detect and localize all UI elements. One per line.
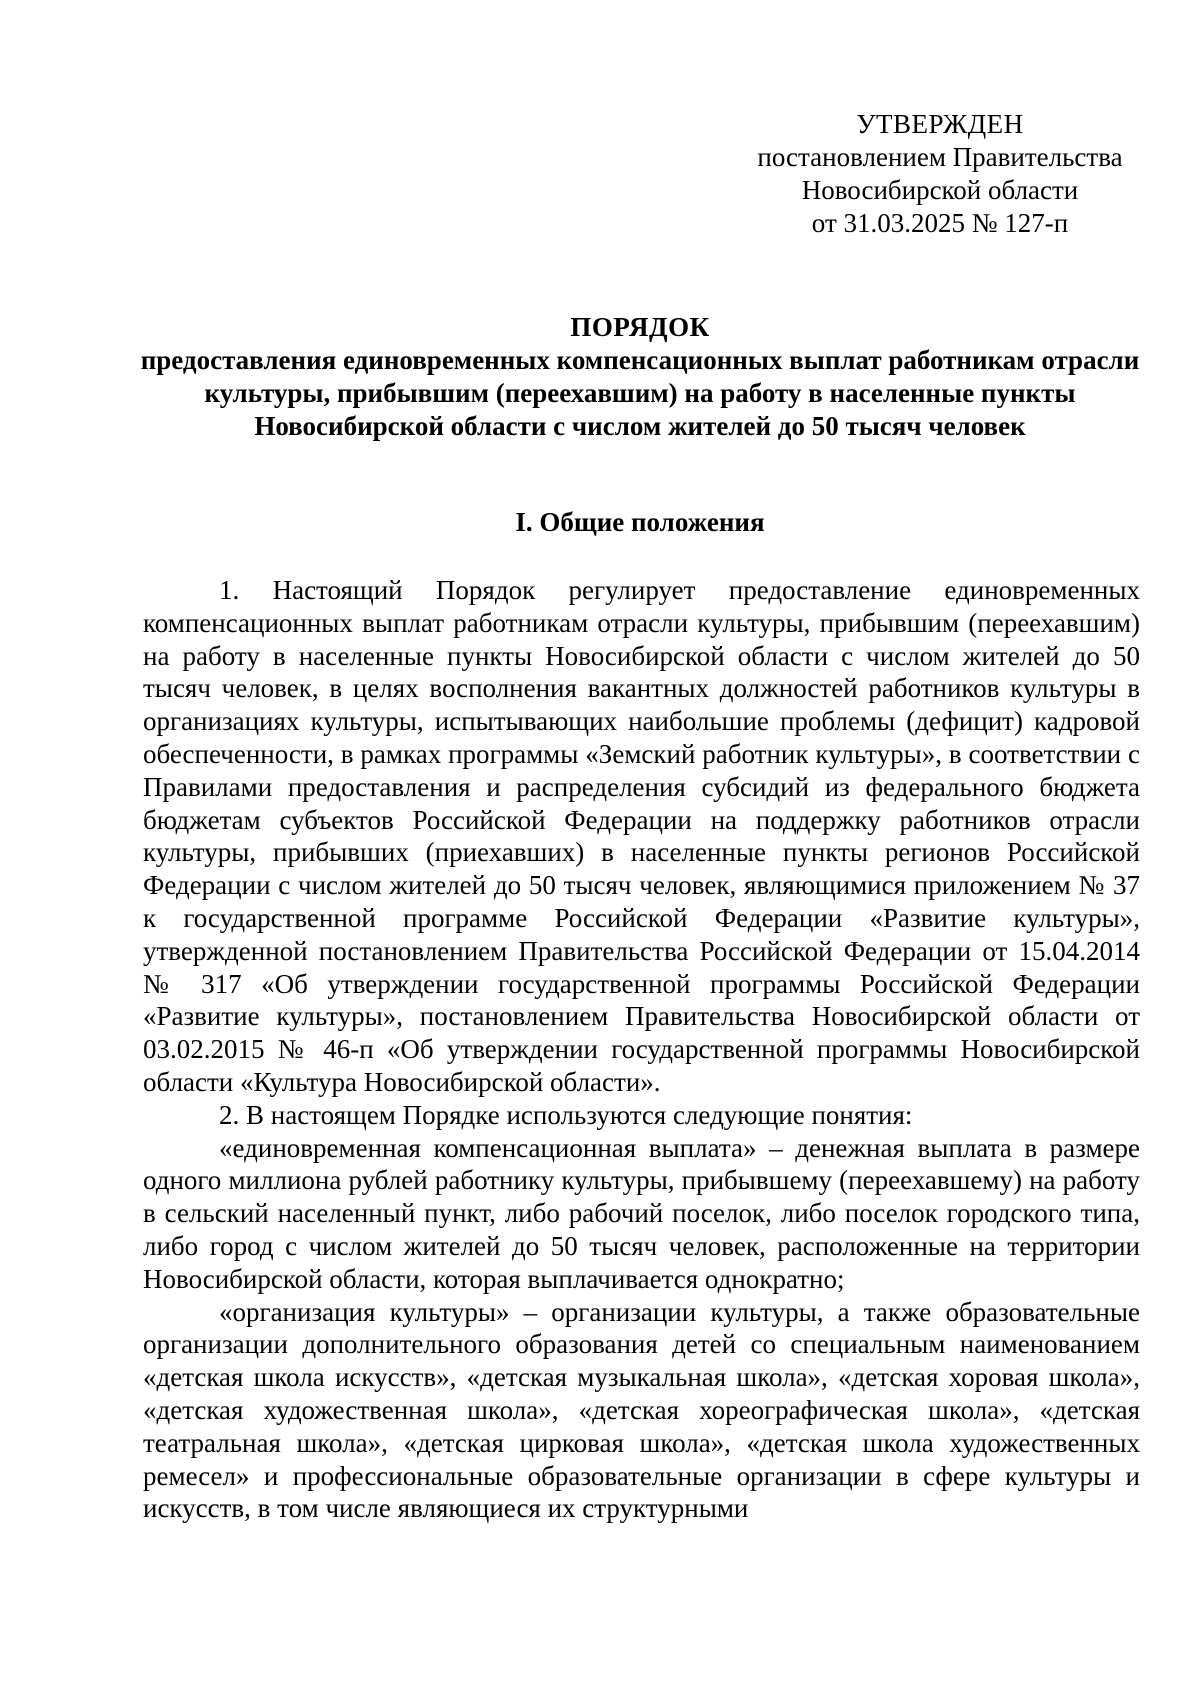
approval-label: УТВЕРЖДЕН xyxy=(856,109,1024,139)
approval-stamp xyxy=(740,108,1140,240)
title-main: ПОРЯДОК xyxy=(570,312,710,342)
section-heading: I. Общие положения xyxy=(515,507,765,537)
title-subtitle: предоставления единовременных компенсационных выплат работникам отрасли культуры, прибывшим (переехавшим) на работу в населенные пункты Новосибирской области с числом жителей до 50 тысяч человек xyxy=(140,345,1140,441)
paragraph-2: 2. В настоящем Порядке используются следующие понятия: xyxy=(219,1099,913,1130)
paragraph-4: «организация культуры» – организации культуры, а также образовательные организации дополнительного образования детей со специальным наименованием «детская школа искусств», «детская музыкальная школа», «детская хоровая школа», «детская художественная школа», «детская хореографическая школа», «детская театральная школа», «детская цирковая школа», «детская школа художественных ремесел» и профессиональные образовательные организации в сфере культуры и искусств, в том числе являющиеся их структурными xyxy=(143,1296,1140,1524)
paragraph-1: 1. Настоящий Порядок регулирует предоставление единовременных компенсационных выплат работникам отрасли культуры, прибывшим (переехавшим) на работу в населенные пункты Новосибирской области с числом жителей до 50 тысяч человек, в целях восполнения вакантных должностей работников культуры в организациях культуры, испытывающих наибольшие проблемы (дефицит) кадровой обеспеченности, в рамках программы «Земский работник культуры», в соответствии с Правилами предоставления и распределения субсидий из федерального бюджета бюджетам субъектов Российской Федерации на поддержку работников отрасли культуры, прибывших (приехавших) в населенные пункты регионов Российской Федерации с числом жителей до 50 тысяч человек, являющимися приложением № 37 к государственной программе Российской Федерации «Развитие культуры», утвержденной постановлением Правительства Российской Федерации от 15.04.2014 № 317 «Об утверждении государственной программы Российской Федерации «Развитие культуры», постановлением Правительства Новосибирской области от 03.02.2015 № 46-п «Об утверждении государственной программы Новосибирской области «Культура Новосибирской области». xyxy=(143,575,1140,1097)
document-title xyxy=(140,311,1140,443)
document-body xyxy=(143,574,1140,1525)
approval-region: Новосибирской области xyxy=(801,175,1079,205)
approval-date-number: от 31.03.2025 № 127-п xyxy=(811,208,1069,238)
paragraph-3: «единовременная компенсационная выплата» – денежная выплата в размере одного миллиона рублей работнику культуры, прибывшему (переехавшему) на работу в сельский населенный пункт, либо рабочий поселок, либо поселок городского типа, либо город с числом жителей до 50 тысяч человек, расположенные на территории Новосибирской области, которая выплачивается однократно; xyxy=(143,1132,1140,1294)
approval-authority: постановлением Правительства xyxy=(757,142,1123,172)
